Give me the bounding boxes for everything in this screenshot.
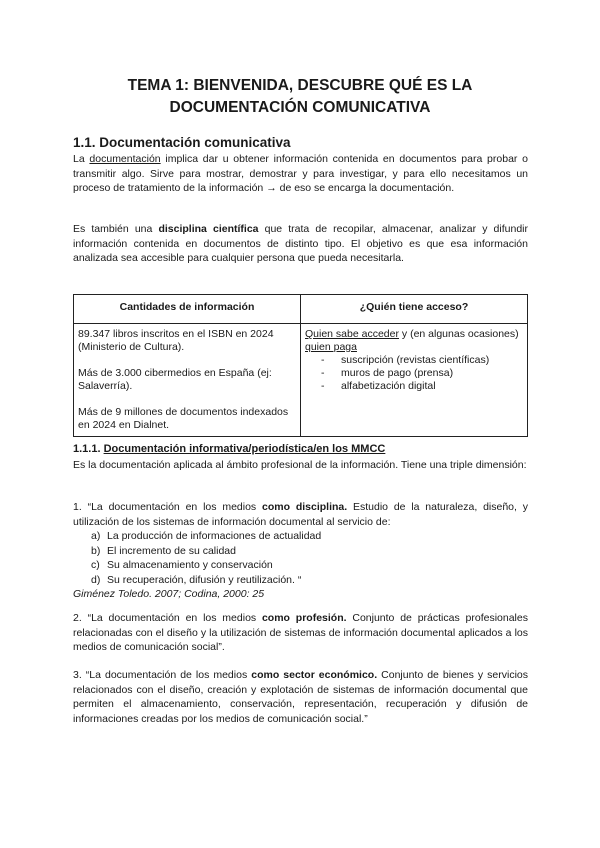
list-item: [73, 544, 528, 559]
citation: Giménez Toledo. 2007; Codina, 2000: 25: [73, 588, 265, 600]
list-text: Su almacenamiento y conservación: [107, 559, 273, 571]
text-span: Estudio de la naturaleza, diseño, y utilización de los sistemas de información documental al servicio de:: [73, 501, 528, 528]
access-text: [305, 328, 523, 354]
table-cell-access: [301, 324, 528, 437]
subsection-title-link[interactable]: Documentación informativa/periodística/en los MMCC: [103, 443, 386, 455]
title-line-2: DOCUMENTACIÓN COMUNICATIVA: [169, 99, 431, 116]
page-title: [60, 75, 540, 119]
access-list: [305, 354, 523, 393]
text-span: 2. “La documentación en los medios: [73, 612, 262, 624]
title-line-1: TEMA 1: BIENVENIDA, DESCUBRE QUÉ ES LA: [127, 77, 473, 94]
bold-term: disciplina científica: [158, 223, 259, 235]
table-cell-item: 89.347 libros inscritos en el ISBN en 2024 (Ministerio de Cultura).: [78, 328, 274, 353]
table-header-row: [74, 295, 528, 324]
quien-paga-link[interactable]: quien paga: [305, 341, 357, 353]
list-marker: d): [91, 573, 101, 586]
text-span: 3. “La documentación de los medios: [73, 669, 252, 681]
documentacion-link[interactable]: documentación: [89, 153, 161, 165]
text-span: Conjunto de prácticas profesionales relacionadas con el diseño y la utilización de sistemas de información documental aplicados a los medios de comunicación social”.: [73, 612, 528, 653]
bold-term: como profesión.: [261, 612, 347, 624]
table-row: [74, 324, 528, 437]
bold-term: como disciplina.: [262, 501, 348, 513]
text-span: implica dar u obtener información contenida en documentos para probar o transmitir algo. Sirve para mostrar, demostrar y para investigar, y para ello necesitamos un proceso de tratamiento de la información → de eso se encarga la documentación.: [73, 153, 528, 194]
quote-profession: [73, 611, 528, 655]
list-item: - muros de pago (prensa): [321, 367, 523, 380]
quien-sabe-acceder-link[interactable]: Quien sabe acceder: [305, 328, 399, 340]
list-item: - suscripción (revistas científicas): [321, 354, 523, 367]
text-span: y (en algunas ocasiones): [398, 328, 519, 340]
list-text: Su recuperación, difusión y reutilización. “: [107, 573, 302, 586]
purpose-list: [73, 529, 528, 587]
quote-economic-sector: [73, 668, 528, 726]
quote-discipline-text: [73, 500, 528, 529]
paragraph-intro: Es la documentación aplicada al ámbito profesional de la información. Tiene una triple dimensión:: [73, 459, 527, 471]
subsection-number: 1.1.1.: [73, 443, 104, 455]
paragraph-discipline: [73, 222, 528, 266]
table-cell-item: Más de 9 millones de documentos indexados en 2024 en Dialnet.: [78, 406, 289, 431]
table-header-access: ¿Quién tiene acceso?: [301, 295, 528, 324]
text-span: Es también una: [73, 223, 159, 235]
text-span: que trata de recopilar, almacenar, analizar y difundir información contenida en documentos de distinto tipo. El objetivo es que esa información analizada sea accesible para cualquier persona que pueda necesitarla.: [73, 223, 528, 264]
table-header-quantities: Cantidades de información: [74, 295, 301, 324]
table-cell-item: Más de 3.000 cibermedios en España (ej: Salaverría).: [78, 367, 272, 392]
list-marker: c): [91, 559, 100, 571]
quote-discipline: [73, 500, 528, 602]
paragraph-definition: [73, 152, 528, 196]
section-heading-1-1: 1.1. Documentación comunicativa: [73, 135, 291, 150]
list-text: El incremento de su calidad: [107, 544, 236, 557]
list-marker: a): [91, 530, 101, 542]
text-span: 1. “La documentación en los medios: [73, 501, 262, 513]
list-marker: b): [91, 544, 101, 557]
list-item: [73, 558, 528, 573]
bold-term: como sector económico.: [251, 669, 378, 681]
list-item: [73, 573, 528, 588]
list-item: - alfabetización digital: [321, 380, 523, 393]
info-table: [73, 294, 528, 437]
list-item: [73, 529, 528, 544]
text-span: Conjunto de bienes y servicios relacionados con el diseño, creación y explotación de sistemas de información documental que permiten el almacenamiento, conservación, representación, recuperación y difusión de informaciones creadas por los medios de comunicación social.”: [73, 669, 528, 725]
text-span: La: [73, 153, 90, 165]
subsection-heading-1-1-1: [73, 443, 385, 455]
list-text: La producción de informaciones de actualidad: [107, 530, 322, 542]
table-cell-quantities: [74, 324, 301, 437]
